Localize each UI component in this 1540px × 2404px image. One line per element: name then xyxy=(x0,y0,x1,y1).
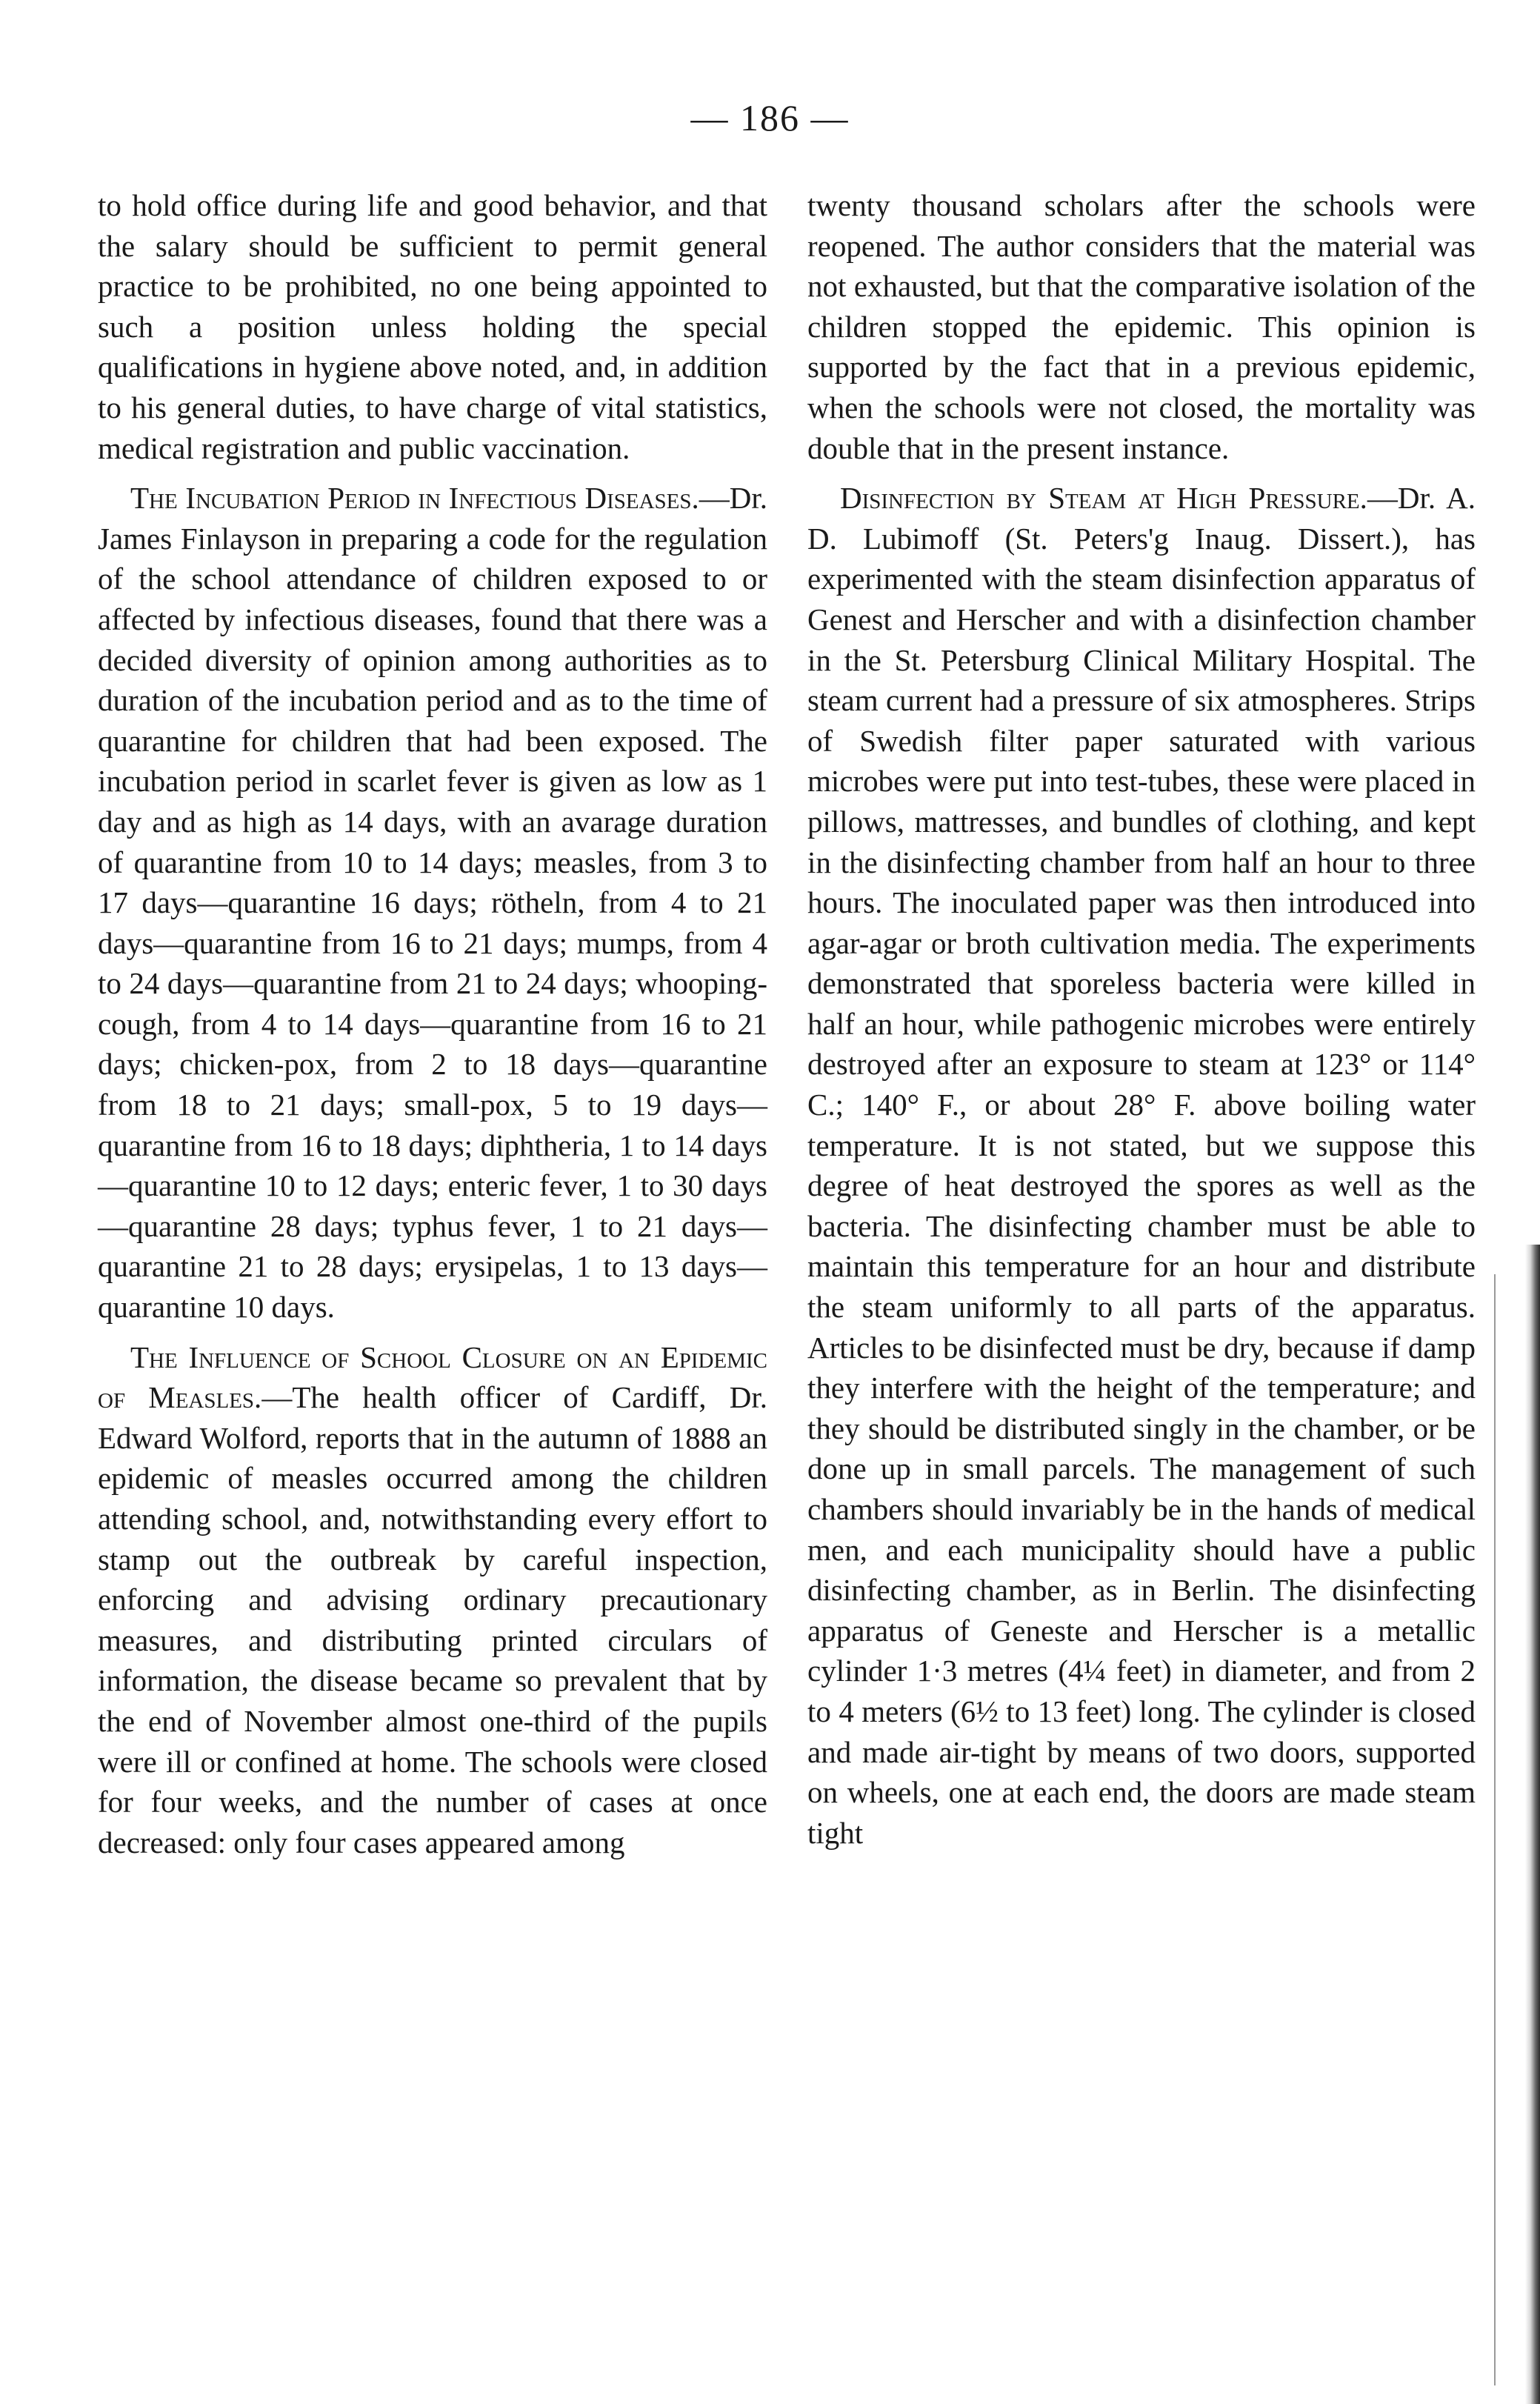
paragraph-hold-office xyxy=(98,185,767,468)
paragraph-text: —Dr. James Finlayson in preparing a code for the regulation of the school attendance of children exposed to or affected by infectious diseases, found that there was a decided diversity of opinion among authorities as to duration of the incubation period and as to the time of quarantine for children that had been exposed. The incubation period in scarlet fever is given as low as 1 day and as high as 14 days, with an avarage duration of quarantine from 10 to 14 days; measles, from 3 to 17 days—quarantine 16 days; rötheln, from 4 to 21 days—quarantine from 16 to 21 days; mumps, from 4 to 24 days—quarantine from 21 to 24 days; whooping-cough, from 4 to 14 days—quarantine from 16 to 21 days; chicken-pox, from 2 to 18 days—quarantine from 18 to 21 days; small-pox, 5 to 19 days—quarantine from 16 to 18 days; diphtheria, 1 to 14 days—quarantine 10 to 12 days; enteric fever, 1 to 30 days—quarantine 28 days; typhus fever, 1 to 21 days—quarantine 21 to 28 days; erysipelas, 1 to 13 days—quarantine 10 days. xyxy=(98,481,767,1325)
paragraph-school-closure xyxy=(98,1337,767,1863)
paragraph-text: —Dr. A. D. Lubimoff (St. Peters'g Inaug. Dissert.), has experimented with the steam disinfection apparatus of Genest and Herscher and with a disinfection chamber in the St. Petersburg Clinical Military Hospital. The steam current had a pressure of six atmospheres. Strips of Swedish filter paper saturated with various microbes were put into test-tubes, these were placed in pillows, mattresses, and bundles of clothing, and kept in the disinfecting chamber from half an hour to three hours. The inoculated paper was then introduced into agar-agar or broth cultivation media. The experiments demonstrated that sporeless bacteria were killed in half an hour, while pathogenic microbes were entirely destroyed after an exposure to steam at 123° or 114° C.; 140° F., or about 28° F. above boiling water temperature. It is not stated, but we suppose this degree of heat destroyed the spores as well as the bacteria. The disinfecting chamber must be able to maintain this temperature for an hour and distribute the steam uniformly to all parts of the apparatus. Articles to be disinfected must be dry, because if damp they interfere with the height of the temperature; and they should be distributed singly in the chamber, or be done up in small parcels. The management of such chambers should invariably be in the hands of medical men, and each municipality should have a public disinfecting chamber, as in Berlin. The disinfecting apparatus of Geneste and Herscher is a metallic cylinder 1·3 metres (4¼ feet) in diameter, and from 2 to 4 meters (6½ to 13 feet) long. The cylinder is closed and made air-tight by means of two doors, supported on wheels, one at each end, the doors are made steam tight xyxy=(807,481,1476,1850)
paragraph-incubation-period xyxy=(98,478,767,1327)
paragraph-twenty-thousand xyxy=(807,185,1476,468)
right-column xyxy=(807,185,1476,1862)
page-number: — 186 — xyxy=(690,97,850,139)
scan-margin-line xyxy=(1494,1274,1496,2385)
section-heading-school-closure: The Influence of School Closure on an Epidemic of Measles. xyxy=(98,1339,767,1415)
left-column xyxy=(98,185,767,1872)
paragraph-text: twenty thousand scholars after the schools were reopened. The author considers that the material was not exhausted, but that the comparative isolation of the children stopped the epidemic. This opinion is supported by the fact that in a previous epidemic, when the schools were not closed, the mortality was double that in the present instance. xyxy=(807,188,1476,465)
paragraph-disinfection-steam xyxy=(807,478,1476,1853)
section-heading-incubation: The Incubation Period in Infectious Diseases. xyxy=(130,481,699,516)
section-heading-disinfection: Disinfection by Steam at High Pressure. xyxy=(840,481,1367,516)
scan-binding-edge xyxy=(1525,1245,1540,2404)
paragraph-text: —The health officer of Cardiff, Dr. Edward Wolford, reports that in the autumn of 1888 an epidemic of measles occurred among the children attending school, and, notwithstanding every effort to stamp out the outbreak by careful inspection, enforcing and advising ordinary precautionary measures, and distributing printed circulars of information, the disease became so prevalent that by the end of November almost one-third of the pupils were ill or confined at home. The schools were closed for four weeks, and the number of cases at once decreased: only four cases appeared among xyxy=(98,1380,767,1859)
paragraph-text: to hold office during life and good behavior, and that the salary should be sufficient to permit general practice to be prohibited, no one being appointed to such a position unless holding the special qualifications in hygiene above noted, and, in addition to his general duties, to have charge of vital statistics, medical registration and public vaccination. xyxy=(98,188,767,465)
